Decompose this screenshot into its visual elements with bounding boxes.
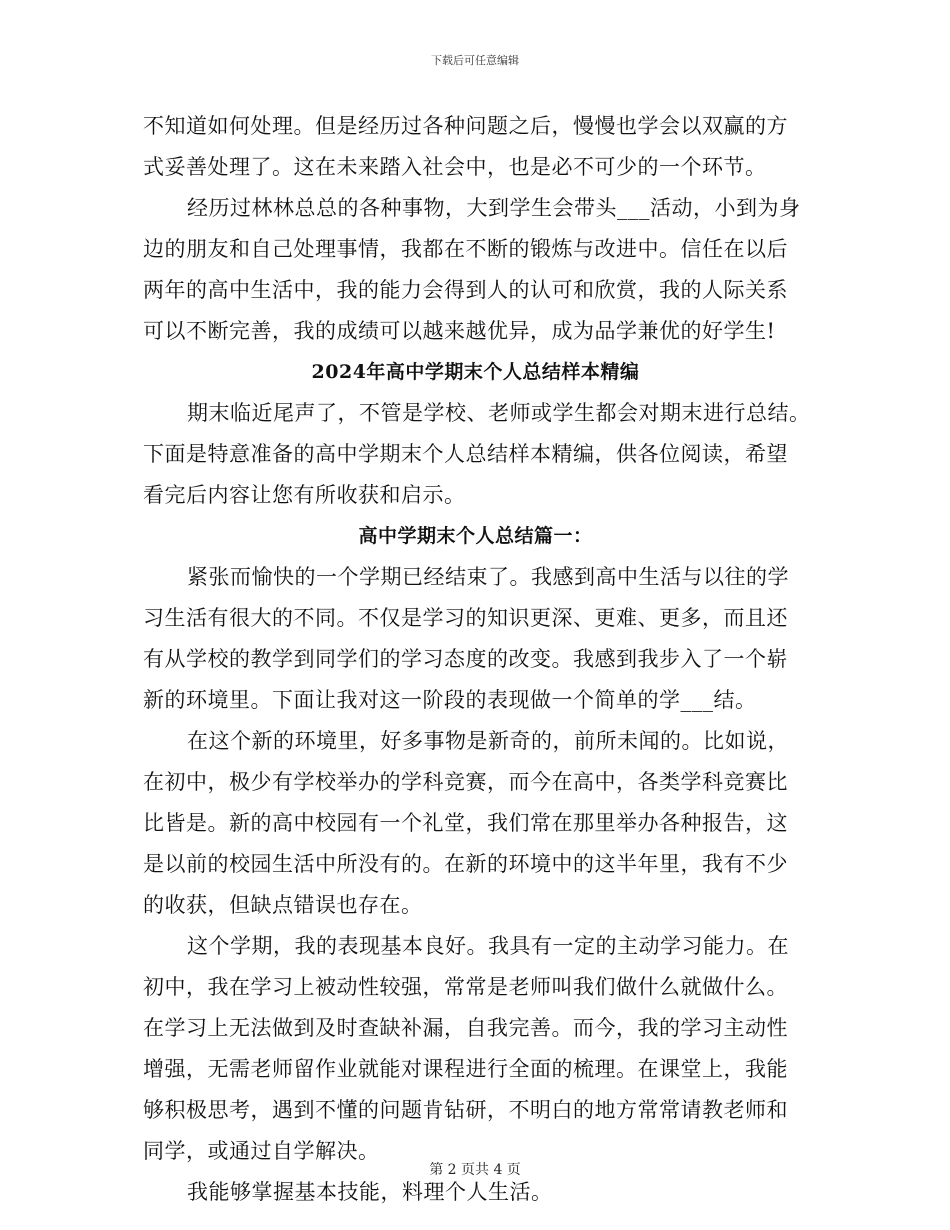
body-line: 习生活有很大的不同。不仅是学习的知识更深、更难、更多，而且还 xyxy=(143,606,788,630)
paragraph-start: 这个学期，我的表现基本良好。我具有一定的主动学习能力。在 xyxy=(187,934,789,958)
paragraph-start: 期末临近尾声了，不管是学校、老师或学生都会对期末进行总结。 xyxy=(187,401,811,425)
paragraph-start: 在这个新的环境里，好多事物是新奇的，前所未闻的。比如说， xyxy=(187,729,789,753)
body-line: 增强，无需老师留作业就能对课程进行全面的梳理。在课堂上，我能 xyxy=(143,1057,788,1081)
section-heading: 高中学期末个人总结篇一： xyxy=(358,525,593,547)
body-line: 下面是特意准备的高中学期末个人总结样本精编，供各位阅读，希望 xyxy=(143,442,788,466)
body-line: 在初中，极少有学校举办的学科竞赛，而今在高中，各类学科竞赛比 xyxy=(143,770,788,794)
document-body xyxy=(143,106,811,1213)
body-line: 看完后内容让您有所收获和启示。 xyxy=(143,483,466,507)
body-line: 在学习上无法做到及时查缺补漏，自我完善。而今，我的学习主动性 xyxy=(143,1016,788,1040)
body-line: 有从学校的教学到同学们的学习态度的改变。我感到我步入了一个崭 xyxy=(143,647,788,671)
body-line: 比皆是。新的高中校园有一个礼堂，我们常在那里举办各种报告，这 xyxy=(143,811,788,835)
body-line: 初中，我在学习上被动性较强，常常是老师叫我们做什么就做什么。 xyxy=(143,975,788,999)
body-line: 式妥善处理了。这在未来踏入社会中，也是必不可少的一个环节。 xyxy=(143,155,767,179)
body-line: 是以前的校园生活中所没有的。在新的环境中的这半年里，我有不少 xyxy=(143,852,788,876)
body-line: 可以不断完善，我的成绩可以越来越优异，成为品学兼优的好学生! xyxy=(143,319,776,343)
page-number: 第 2 页共 4 页 xyxy=(429,1162,521,1178)
body-line: 同学，或通过自学解决。 xyxy=(143,1139,380,1163)
body-line: 不知道如何处理。但是经历过各种问题之后，慢慢也学会以双赢的方 xyxy=(143,114,788,138)
body-line: 够积极思考，遇到不懂的问题肯钻研，不明白的地方常常请教老师和 xyxy=(143,1098,788,1122)
paragraph-start: 我能够掌握基本技能，料理个人生活。 xyxy=(187,1180,553,1204)
paragraph-start: 紧张而愉快的一个学期已经结束了。我感到高中生活与以往的学 xyxy=(187,565,789,589)
body-line: 边的朋友和自己处理事情，我都在不断的锻炼与改进中。信任在以后 xyxy=(143,237,788,261)
page-header: 下载后可任意编辑 xyxy=(431,54,519,67)
body-line: 新的环境里。下面让我对这一阶段的表现做一个简单的学___结。 xyxy=(143,688,757,712)
body-line: 的收获，但缺点错误也存在。 xyxy=(143,893,423,917)
paragraph-start: 经历过林林总总的各种事物，大到学生会带头___活动，小到为身 xyxy=(187,196,801,220)
document-title: 2024年高中学期末个人总结样本精编 xyxy=(311,361,640,383)
body-line: 两年的高中生活中，我的能力会得到人的认可和欣赏，我的人际关系 xyxy=(143,278,788,302)
